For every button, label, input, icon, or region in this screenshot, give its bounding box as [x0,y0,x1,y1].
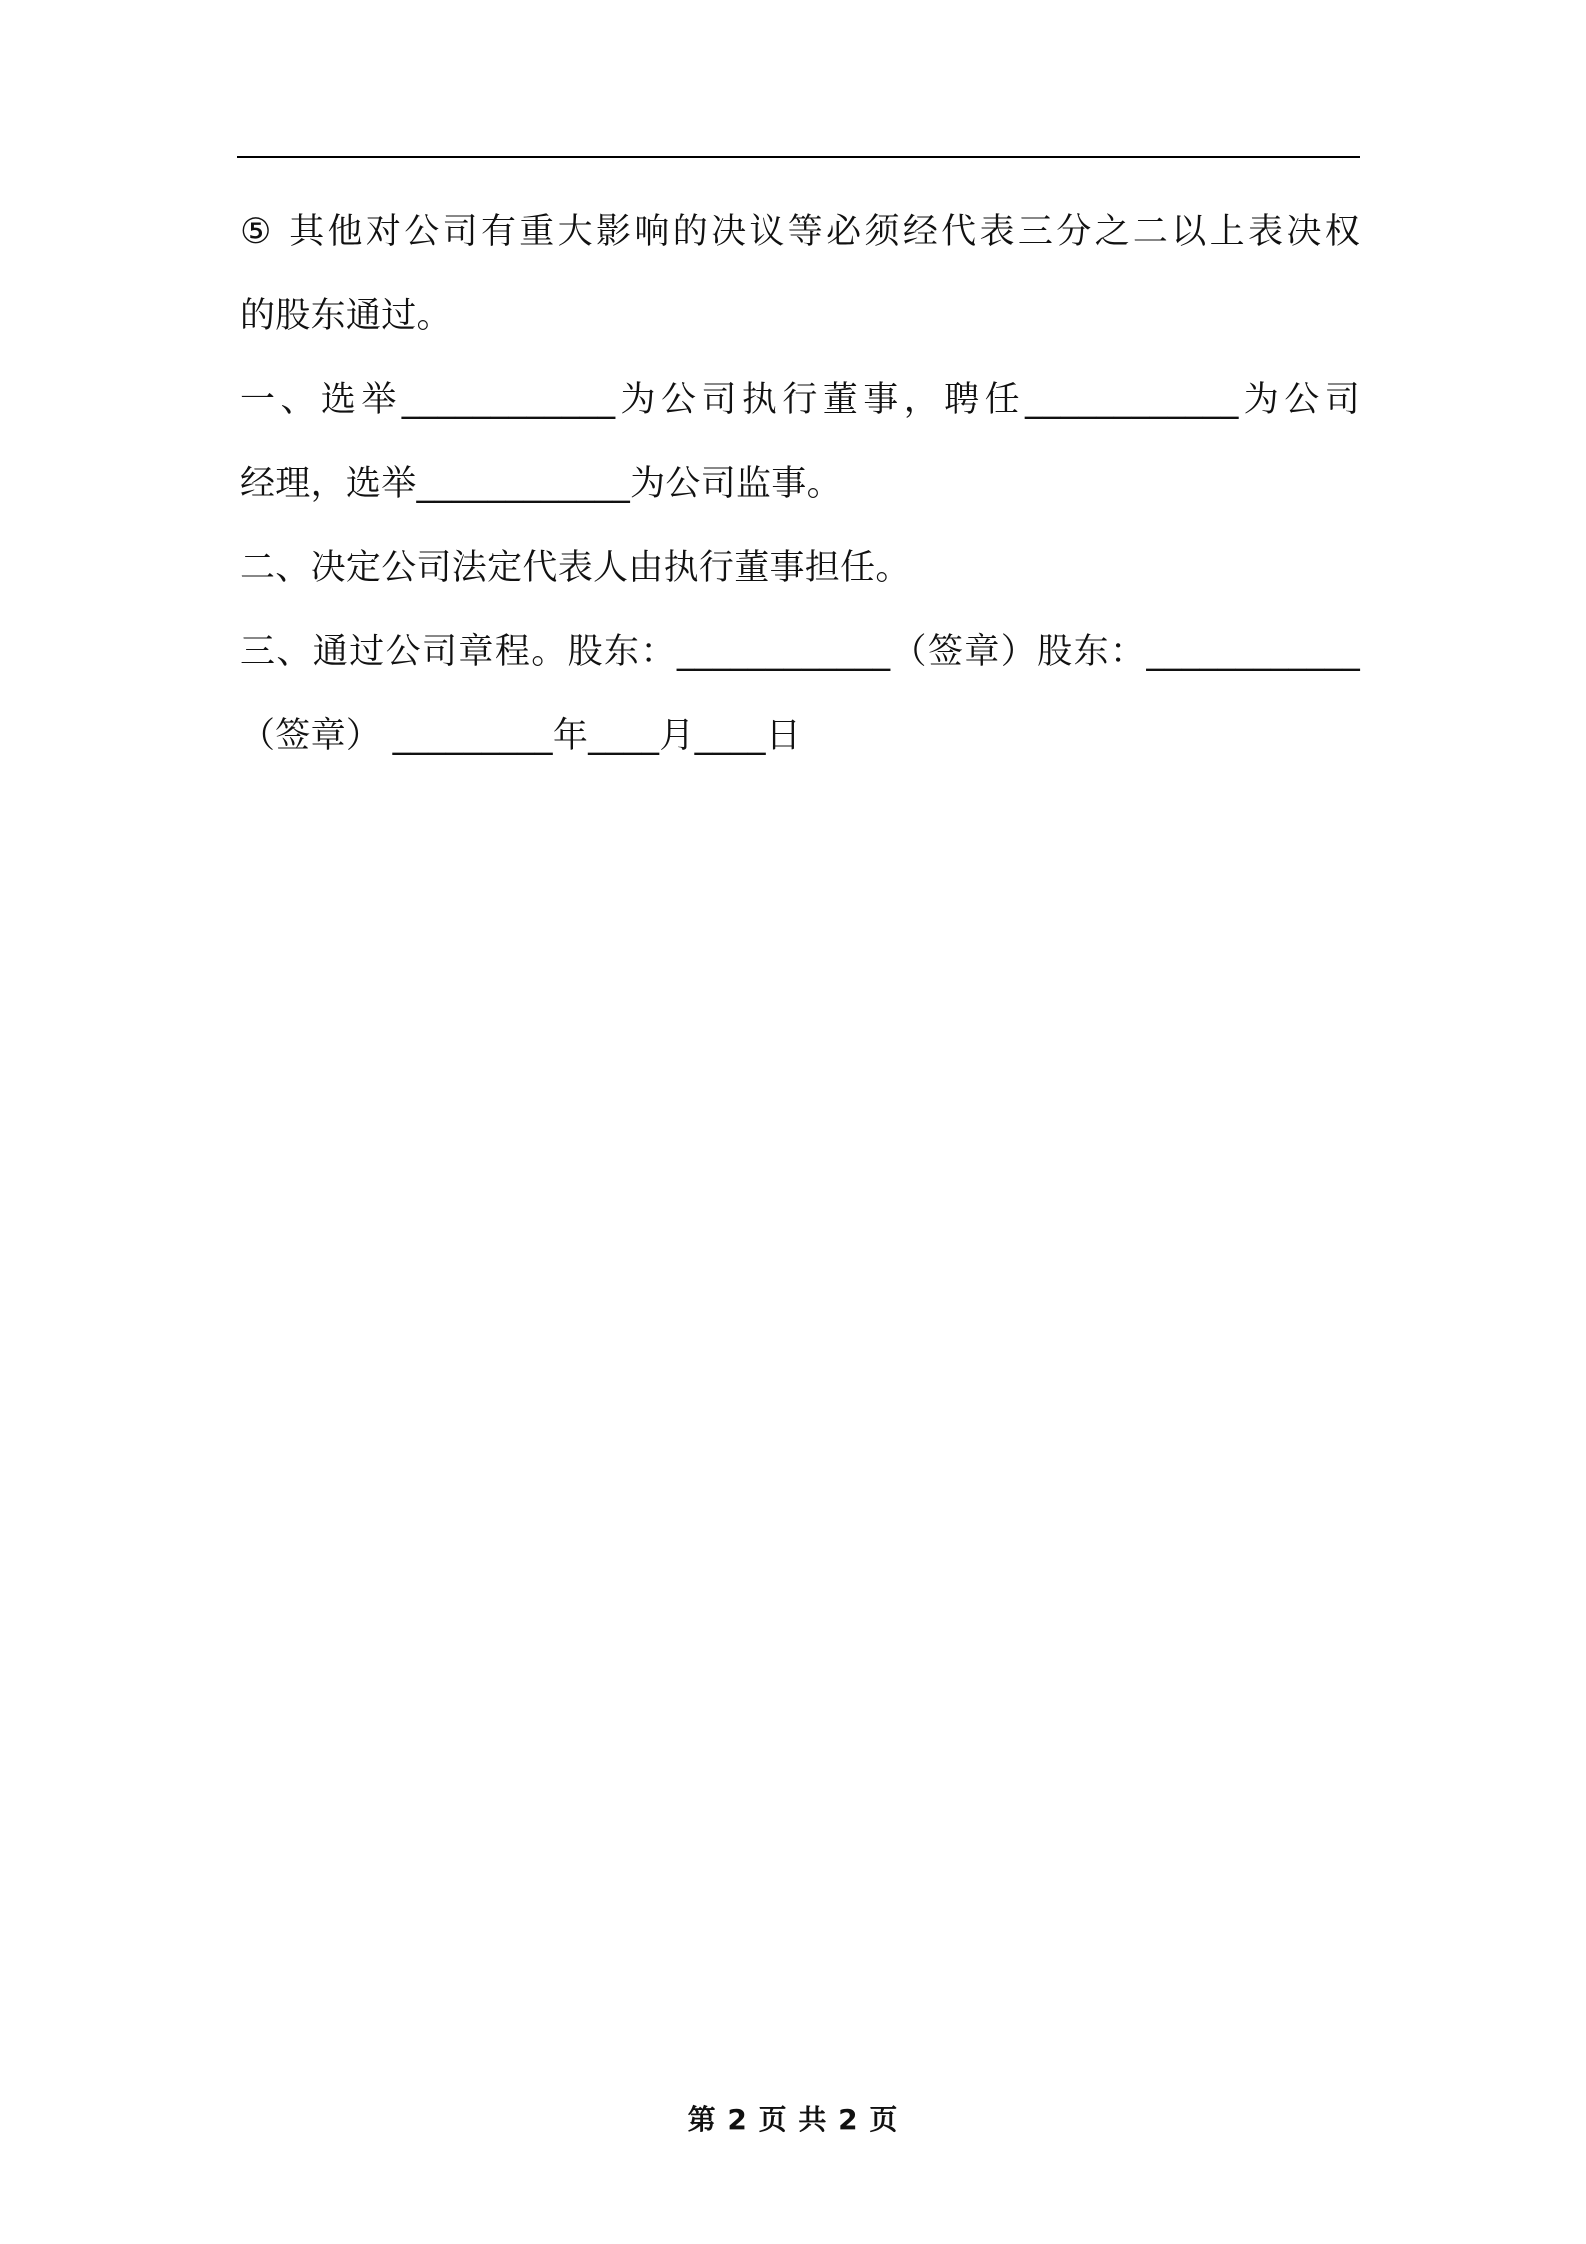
document-body [240,190,1360,778]
paragraph-line: 三、通过公司章程。股东：____________（签章）股东：____________ [240,632,1360,672]
header-rule [237,156,1360,158]
page-number-footer: 第 2 页 共 2 页 [687,2103,899,2136]
paragraph-line: 的股东通过。 [240,296,452,336]
paragraph-line: （签章） _________年____月____日 [240,716,802,756]
paragraph-line: 经理，选举____________为公司监事。 [240,464,842,504]
paragraph-line: ⑤ 其他对公司有重大影响的决议等必须经代表三分之二以上表决权 [240,212,1360,252]
paragraph-line: 一、选举____________为公司执行董事，聘任____________为公司 [240,380,1360,420]
paragraph-line: 二、决定公司法定代表人由执行董事担任。 [240,548,911,588]
